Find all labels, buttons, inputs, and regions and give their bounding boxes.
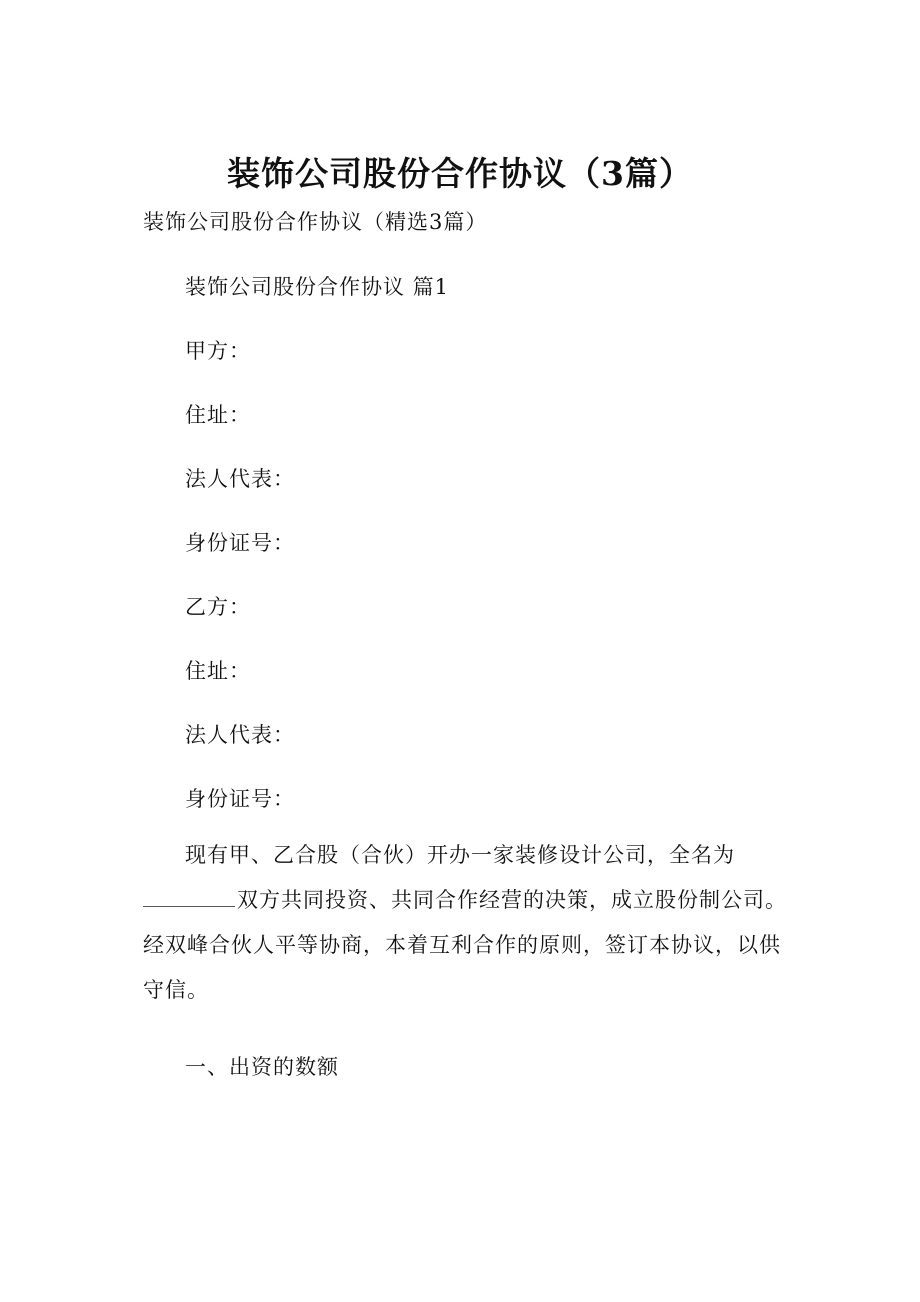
document-subtitle: 装饰公司股份合作协议（精选3篇） [143, 210, 488, 234]
field-legal-rep-b: 法人代表： [185, 723, 295, 747]
company-name-blank [143, 886, 235, 907]
paragraph-line-4: 守信。 [143, 978, 209, 1002]
field-legal-rep-a: 法人代表： [185, 467, 295, 491]
paragraph-line-2: 双方共同投资、共同合作经营的决策，成立股份制公司。 [143, 878, 803, 923]
paragraph-line-1: 现有甲、乙合股（合伙）开办一家装修设计公司，全名为 [185, 843, 735, 867]
field-party-b: 乙方： [185, 595, 251, 619]
section-heading: 装饰公司股份合作协议 篇1 [185, 275, 450, 299]
clause-heading-1: 一、出资的数额 [185, 1055, 339, 1079]
field-id-number-a: 身份证号： [185, 531, 295, 555]
paragraph-line-3: 经双峰合伙人平等协商，本着互利合作的原则，签订本协议，以供 [143, 933, 781, 957]
field-id-number-b: 身份证号： [185, 787, 295, 811]
field-party-a: 甲方： [185, 339, 251, 363]
intro-paragraph [143, 833, 803, 1013]
field-address-a: 住址： [185, 403, 251, 427]
document-title: 装饰公司股份合作协议（3篇） [227, 154, 693, 193]
field-address-b: 住址： [185, 659, 251, 683]
